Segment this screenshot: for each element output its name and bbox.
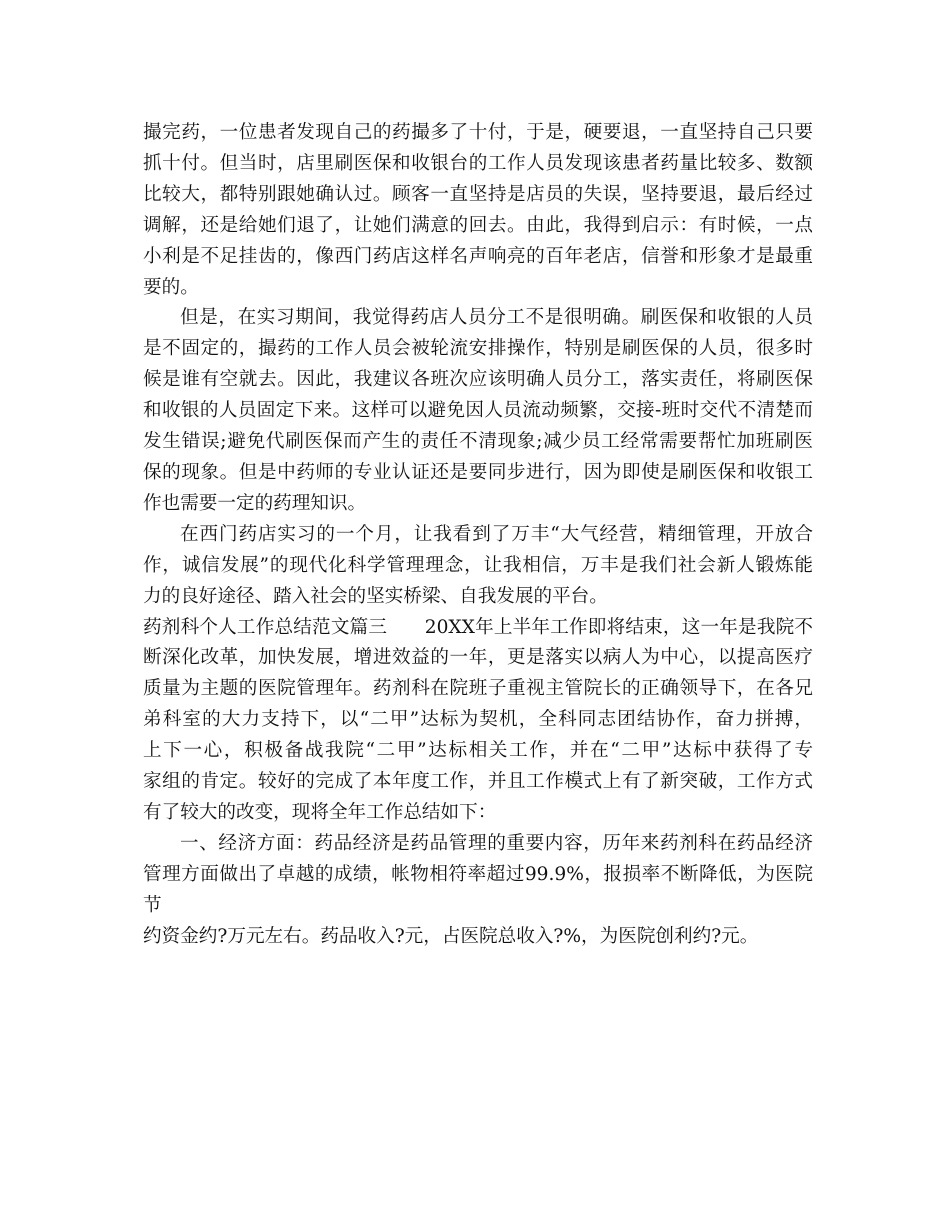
text-line: 一、经济方面：药品经济是药品管理的重要内容，历年来药剂科在药品经济 xyxy=(180,832,813,854)
text-line: 力的良好途径、踏入社会的坚实桥梁、自我发展的平台。 xyxy=(143,585,608,607)
text-line: 作也需要一定的药理知识。 xyxy=(143,492,367,514)
text-line: 断深化改革，加快发展，增进效益的一年，更是落实以病人为中心，以提高医疗 xyxy=(143,647,813,669)
paragraph xyxy=(143,303,813,519)
document-body xyxy=(143,118,813,952)
text-line: 调解，还是给她们退了，让她们满意的回去。由此，我得到启示：有时候，一点 xyxy=(143,214,813,236)
paragraph xyxy=(143,118,813,303)
paragraph xyxy=(143,829,813,953)
text-line: 发生错误;避免代刷医保而产生的责任不清现象;减少员工经常需要帮忙加班刷医 xyxy=(143,431,813,453)
paragraph xyxy=(143,613,813,829)
text-line: 比较大，都特别跟她确认过。顾客一直坚持是店员的失误，坚持要退，最后经过 xyxy=(143,183,813,205)
text-line: 保的现象。但是中药师的专业认证还是要同步进行，因为即使是刷医保和收银工 xyxy=(143,461,813,483)
text-line: 管理方面做出了卓越的成绩，帐物相符率超过99.9%，报损率不断降低，为医院节 xyxy=(143,863,813,916)
text-line: 在西门药店实习的一个月，让我看到了万丰“大气经营，精细管理，开放合 xyxy=(180,523,813,545)
text-line: 质量为主题的医院管理年。药剂科在院班子重视主管院长的正确领导下，在各兄 xyxy=(143,678,813,700)
text-line: 是不固定的，撮药的工作人员会被轮流安排操作，特别是刷医保的人员，很多时 xyxy=(143,338,813,360)
text-line: 药剂科个人工作总结范文篇三 20XX年上半年工作即将结束，这一年是我院不 xyxy=(143,616,813,638)
text-line: 但是，在实习期间，我觉得药店人员分工不是很明确。刷医保和收银的人员 xyxy=(180,307,813,329)
text-line: 撮完药，一位患者发现自己的药撮多了十付，于是，硬要退，一直坚持自己只要 xyxy=(143,122,813,143)
text-line: 约资金约?万元左右。药品收入?元，占医院总收入?%，为医院创利约?元。 xyxy=(143,925,759,947)
text-line: 和收银的人员固定下来。这样可以避免因人员流动频繁，交接-班时交代不清楚而 xyxy=(143,400,813,422)
text-line: 家组的肯定。较好的完成了本年度工作，并且工作模式上有了新突破，工作方式 xyxy=(143,771,813,793)
text-line: 弟科室的大力支持下，以“二甲”达标为契机，全科同志团结协作，奋力拼搏， xyxy=(143,709,813,731)
text-line: 作，诚信发展”的现代化科学管理理念，让我相信，万丰是我们社会新人锻炼能 xyxy=(143,554,813,576)
text-line: 要的。 xyxy=(143,276,199,298)
text-line: 有了较大的改变，现将全年工作总结如下： xyxy=(143,801,497,823)
text-line: 上下一心，积极备战我院“二甲”达标相关工作，并在“二甲”达标中获得了专 xyxy=(143,740,813,762)
paragraph xyxy=(143,520,813,613)
text-line: 候是谁有空就去。因此，我建议各班次应该明确人员分工，落实责任，将刷医保 xyxy=(143,369,813,391)
text-line: 抓十付。但当时，店里刷医保和收银台的工作人员发现该患者药量比较多、数额 xyxy=(143,152,813,174)
text-line: 小利是不足挂齿的，像西门药店这样名声响亮的百年老店，信誉和形象才是最重 xyxy=(143,245,813,267)
